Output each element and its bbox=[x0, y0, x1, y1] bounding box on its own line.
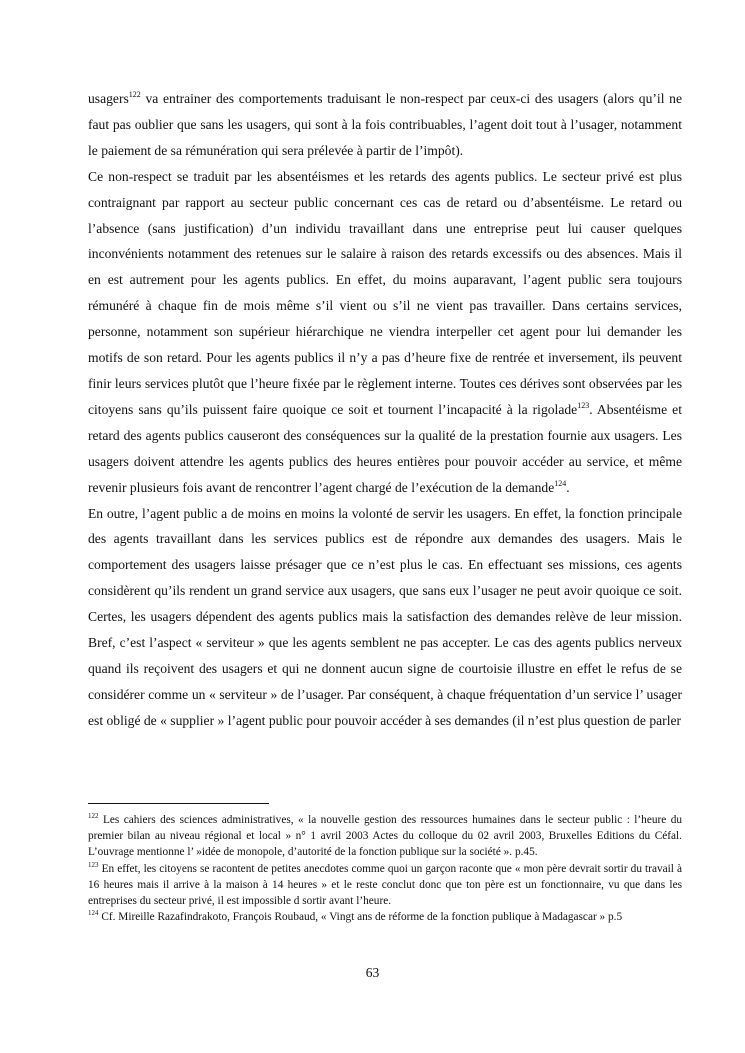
paragraph-1-text: usagers bbox=[88, 91, 129, 106]
paragraph-2-text-cont: . Absentéisme et retard des agents publics causeront des conséquences sur la qualité de la prestation fournie aux usagers. Les usagers doivent attendre les agents publics des heures entières pour pouvoir accéder au service, et même revenir plusieurs fois avant de rencontrer l’agent chargé de l’exécution de la demande bbox=[88, 401, 682, 495]
footnote-122 bbox=[88, 812, 682, 861]
page-number: 63 bbox=[365, 965, 380, 980]
body-text bbox=[88, 86, 682, 734]
footnote-separator bbox=[88, 803, 269, 804]
footnote-ref-124[interactable]: 124 bbox=[554, 478, 567, 488]
paragraph-1-text-cont: va entrainer des comportements traduisant le non-respect par ceux-ci des usagers (alors qu’il ne faut pas oublier que sans les usagers, qui sont à la fois contribuables, l’agent doit tout à l’usager, notamment le paiement de sa rémunération qui sera prélevée à partir de l’impôt). bbox=[88, 91, 682, 158]
paragraph-3: En outre, l’agent public a de moins en moins la volonté de servir les usagers. En effet, la fonction principale des agents travaillant dans les services publics est de répondre aux demandes des usagers. Mais le comportement des usagers laisse présager que ce n’est plus le cas. En effectuant ses missions, ces agents considèrent qu’ils rendent un grand service aux usagers, que sans eux l’usager ne peut avoir quoique ce soit. Certes, les usagers dépendent des agents publics mais la satisfaction des demandes relève de leur mission. Bref, c’est l’aspect « serviteur » que les agents semblent ne pas accepter. Le cas des agents publics nerveux quand ils reçoivent des usagers et qui ne donnent aucun signe de courtoisie illustre en effet le refus de se considérer comme un « serviteur » de l’usager. Par conséquent, à chaque fréquentation d’un service l’ usager est obligé de « supplier » l’agent public pour pouvoir accéder à ses demandes (il n’est plus question de parler bbox=[88, 505, 682, 728]
footnote-123 bbox=[88, 861, 682, 910]
footnote-number: 122 bbox=[88, 812, 99, 820]
footnotes bbox=[88, 803, 682, 925]
footnote-text: Les cahiers des sciences administratives, « la nouvelle gestion des ressources humaines dans le secteur public : l’heure du premier bilan au niveau régional et local » n° 1 avril 2003 Actes du colloque du 02 avril 2003, Bruxelles Editions du Céfal. L’ouvrage mentionne l’ »idée de monopole, d’autorité de la fonction publique sur la société ». p.45. bbox=[88, 814, 682, 859]
paragraph-2-text: Ce non-respect se traduit par les absentéismes et les retards des agents publics. Le secteur privé est plus contraignant par rapport au secteur public concernant ces cas de retard ou d’absentéisme. Le retard ou l’absence (sans justification) d’un individu travaillant dans une entreprise peut lui causer quelques inconvénients notamment des retenues sur le salaire à raison des retards excessifs ou des absences. Mais il en est autrement pour les agents publics. En effet, du moins auparavant, l’agent public sera toujours rémunéré à chaque fin de mois même s’il vient ou s’il ne vient pas travailler. Dans certains services, personne, notamment son supérieur hiérarchique ne viendra interpeller cet agent pour lui demander les motifs de son retard. Pour les agents publics il n’y a pas d’heure fixe de rentrée et inversement, ils peuvent finir leurs services plutôt que l’heure fixée par le règlement interne. Toutes ces dérives sont observées par les citoyens sans qu’ils puissent faire quoique ce soit et tournent l’incapacité à la rigolade bbox=[88, 168, 682, 417]
footnote-ref-123[interactable]: 123 bbox=[577, 400, 590, 410]
document-page bbox=[88, 86, 682, 734]
paragraph-1 bbox=[88, 86, 682, 164]
paragraph-2 bbox=[88, 164, 682, 501]
paragraph-2-text-end: . bbox=[566, 479, 570, 495]
footnote-number: 124 bbox=[88, 909, 99, 918]
footnote-number: 123 bbox=[88, 860, 99, 869]
footnote-text: Cf. Mireille Razafindrakoto, François Roubaud, « Vingt ans de réforme de la fonction publique à Madagascar » p.5 bbox=[98, 911, 623, 924]
footnote-ref-122[interactable]: 122 bbox=[128, 90, 141, 99]
footnote-text: En effet, les citoyens se racontent de petites anecdotes comme quoi un garçon raconte que « mon père devrait sortir du travail à 16 heures mais il arrive à la maison à 14 heures » et le reste conclut donc que ton père est un fonctionnaire, vu que dans les entreprises du secteur privé, il est impossible d sortir avant l’heure. bbox=[88, 862, 682, 908]
footnote-124 bbox=[88, 909, 682, 925]
